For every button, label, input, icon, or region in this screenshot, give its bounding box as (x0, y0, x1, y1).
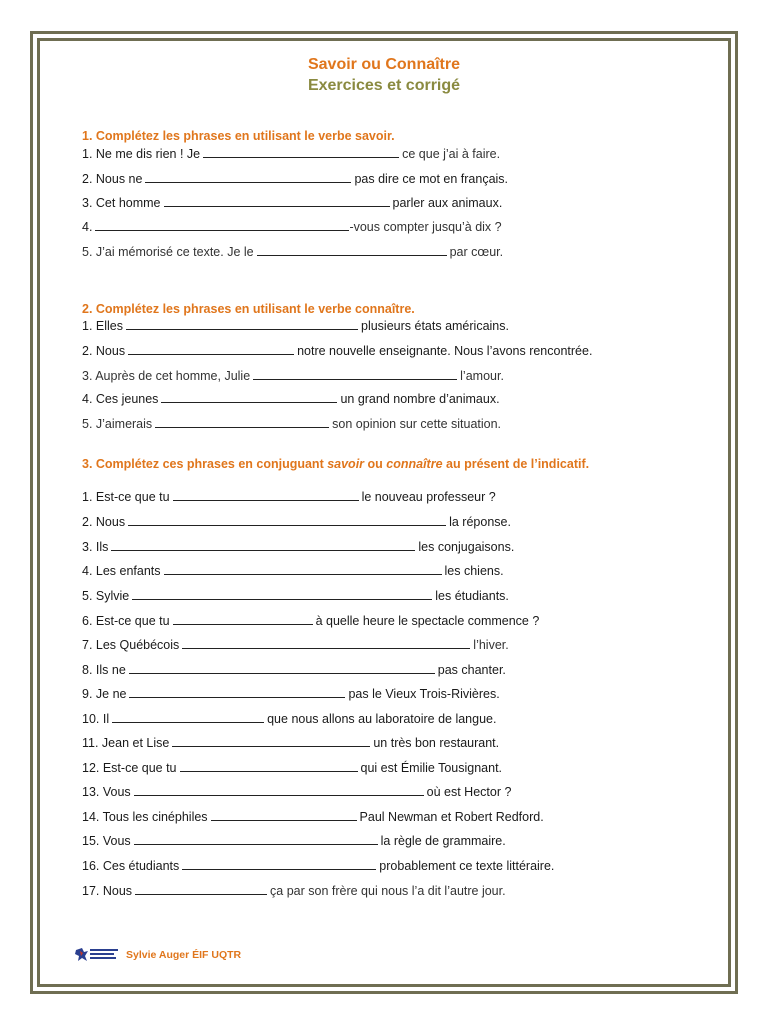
section1-item-4 (82, 219, 502, 235)
section3-item-4 (82, 563, 504, 579)
item-text-after: les étudiants. (435, 589, 509, 603)
section1-item-3 (82, 195, 502, 211)
section2-item-4 (82, 391, 500, 407)
section3-item-1 (82, 489, 496, 505)
item-text-before: 14. Tous les cinéphiles (82, 810, 208, 824)
answer-blank[interactable] (155, 416, 329, 428)
section1-item-5 (82, 244, 503, 260)
answer-blank[interactable] (161, 391, 337, 403)
section3-item-3 (82, 539, 514, 555)
section3-item-9 (82, 686, 500, 702)
section3-item-16 (82, 858, 554, 874)
item-text-after: un très bon restaurant. (373, 736, 500, 750)
item-text-before: 5. J’aimerais (82, 417, 153, 431)
item-text-after: -vous compter jusqu’à dix ? (349, 220, 502, 234)
item-text-after: un grand nombre d’animaux. (340, 392, 500, 406)
heading-text: 3. Complétez ces phrases en conjuguant (82, 457, 328, 471)
item-text-after: à quelle heure le spectacle commence ? (315, 614, 540, 628)
section3-item-14 (82, 809, 544, 825)
section2-item-2 (82, 343, 592, 359)
answer-blank[interactable] (172, 735, 370, 747)
item-text-after: ça par son frère qui nous l’a dit l’autre jour. (270, 884, 506, 898)
page-subtitle: Exercices et corrigé (307, 77, 461, 94)
item-text-before: 1. Est-ce que tu (82, 490, 170, 504)
item-text-after: pas le Vieux Trois-Rivières. (348, 687, 500, 701)
section3-item-10 (82, 711, 496, 727)
heading-text: au présent de l’indicatif. (442, 457, 590, 471)
answer-blank[interactable] (95, 219, 349, 231)
section2-item-5 (82, 416, 501, 432)
item-text-before: 13. Vous (82, 785, 131, 799)
section3-item-7 (82, 637, 509, 653)
section2-item-3 (82, 368, 504, 384)
answer-blank[interactable] (164, 195, 390, 207)
answer-blank[interactable] (164, 563, 442, 575)
answer-blank[interactable] (257, 244, 447, 256)
section1-item-2 (82, 171, 508, 187)
section2-item-1 (82, 318, 509, 334)
item-text-before: 16. Ces étudiants (82, 859, 180, 873)
page-title: Savoir ou Connaître (307, 56, 461, 73)
section3-item-5 (82, 588, 509, 604)
item-text-after: qui est Émilie Tousignant. (360, 761, 503, 775)
item-text-before: 7. Les Québécois (82, 638, 180, 652)
item-text-before: 2. Nous ne (82, 172, 143, 186)
heading-text: ou (364, 457, 387, 471)
item-text-before: 8. Ils ne (82, 663, 126, 677)
section3-item-2 (82, 514, 511, 530)
section3-item-12 (82, 760, 502, 776)
answer-blank[interactable] (134, 784, 424, 796)
section1-heading: 1. Complétez les phrases en utilisant le verbe savoir. (82, 129, 395, 143)
answer-blank[interactable] (135, 883, 267, 895)
answer-blank[interactable] (203, 146, 399, 158)
item-text-before: 17. Nous (82, 884, 133, 898)
answer-blank[interactable] (182, 858, 376, 870)
item-text-after: le nouveau professeur ? (361, 490, 496, 504)
item-text-after: pas chanter. (437, 663, 506, 677)
item-text-before: 15. Vous (82, 834, 131, 848)
item-text-after: probablement ce texte littéraire. (379, 859, 555, 873)
section3-item-8 (82, 662, 506, 678)
section3-item-17 (82, 883, 506, 899)
section3-item-13 (82, 784, 511, 800)
answer-blank[interactable] (132, 588, 432, 600)
section3-item-15 (82, 833, 506, 849)
item-text-after: l’hiver. (473, 638, 509, 652)
item-text-before: 6. Est-ce que tu (82, 614, 170, 628)
item-text-before: 3. Auprès de cet homme, Julie (82, 369, 251, 383)
item-text-after: son opinion sur cette situation. (332, 417, 502, 431)
item-text-before: 2. Nous (82, 344, 126, 358)
item-text-before: 2. Nous (82, 515, 126, 529)
item-text-before: 1. Elles (82, 319, 123, 333)
item-text-before: 1. Ne me dis rien ! Je (82, 147, 201, 161)
answer-blank[interactable] (211, 809, 357, 821)
section3-heading (82, 457, 589, 471)
school-logo-icon (74, 946, 120, 964)
item-text-before: 5. J’ai mémorisé ce texte. Je le (82, 245, 254, 259)
item-text-before: 11. Jean et Lise (82, 736, 170, 750)
answer-blank[interactable] (173, 613, 313, 625)
answer-blank[interactable] (129, 662, 435, 674)
page-footer (74, 946, 241, 964)
item-text-before: 3. Cet homme (82, 196, 161, 210)
answer-blank[interactable] (134, 833, 378, 845)
item-text-after: plusieurs états américains. (361, 319, 509, 333)
answer-blank[interactable] (253, 368, 457, 380)
item-text-before: 5. Sylvie (82, 589, 130, 603)
section3-item-6 (82, 613, 539, 629)
item-text-after: ce que j’ai à faire. (402, 147, 501, 161)
item-text-before: 12. Est-ce que tu (82, 761, 177, 775)
section2-heading: 2. Complétez les phrases en utilisant le verbe connaître. (82, 302, 415, 316)
item-text-before: 9. Je ne (82, 687, 127, 701)
item-text-after: les chiens. (444, 564, 504, 578)
answer-blank[interactable] (129, 686, 345, 698)
item-text-before: 3. Ils (82, 540, 109, 554)
item-text-after: l’amour. (460, 369, 504, 383)
heading-verb-savoir: savoir (327, 457, 365, 471)
answer-blank[interactable] (126, 318, 358, 330)
section1-item-1 (82, 146, 500, 162)
footer-author: Sylvie Auger ÉIF UQTR (126, 949, 242, 961)
item-text-after: pas dire ce mot en français. (354, 172, 509, 186)
item-text-after: où est Hector ? (426, 785, 512, 799)
item-text-after: que nous allons au laboratoire de langue. (267, 712, 497, 726)
item-text-before: 10. Il (82, 712, 110, 726)
answer-blank[interactable] (128, 343, 294, 355)
answer-blank[interactable] (182, 637, 470, 649)
item-text-after: les conjugaisons. (418, 540, 515, 554)
answer-blank[interactable] (180, 760, 358, 772)
item-text-before: 4. Les enfants (82, 564, 161, 578)
item-text-before: 4. Ces jeunes (82, 392, 159, 406)
answer-blank[interactable] (145, 171, 351, 183)
answer-blank[interactable] (111, 539, 415, 551)
item-text-before: 4. (82, 220, 93, 234)
item-text-after: la réponse. (449, 515, 511, 529)
item-text-after: notre nouvelle enseignante. Nous l’avons rencontrée. (297, 344, 593, 358)
answer-blank[interactable] (128, 514, 446, 526)
item-text-after: Paul Newman et Robert Redford. (359, 810, 544, 824)
section3-item-11 (82, 735, 499, 751)
item-text-after: parler aux animaux. (392, 196, 503, 210)
heading-verb-connaitre: connaître (386, 457, 443, 471)
answer-blank[interactable] (112, 711, 264, 723)
answer-blank[interactable] (173, 489, 359, 501)
item-text-after: la règle de grammaire. (380, 834, 506, 848)
item-text-after: par cœur. (449, 245, 504, 259)
